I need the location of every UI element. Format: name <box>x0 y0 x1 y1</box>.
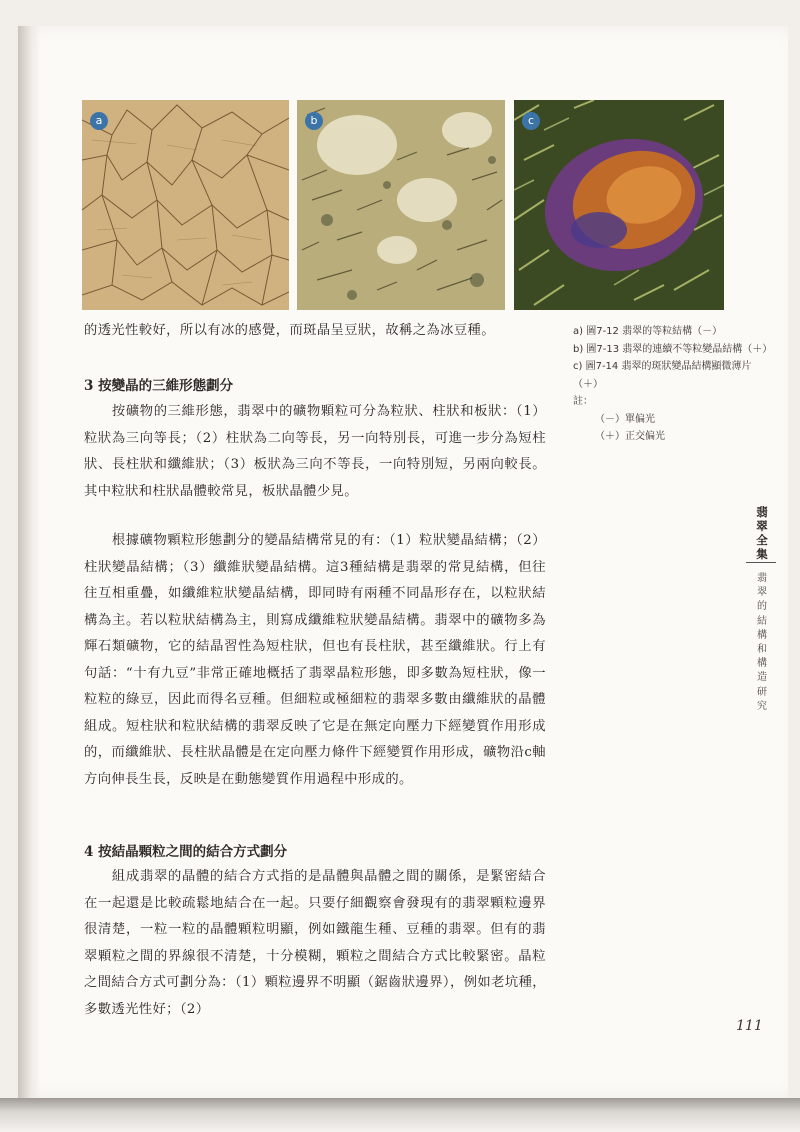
figure-c-photo <box>514 100 724 310</box>
figure-captions <box>573 323 773 446</box>
figure-a-photo <box>82 100 289 310</box>
section-4-heading: 4 按結晶顆粒之間的結合方式劃分 <box>84 844 288 860</box>
running-head-chapter-title: 翡翠的結構和構造研究 <box>757 573 767 712</box>
running-head-rule <box>746 562 776 563</box>
page-number: 111 <box>736 1018 763 1034</box>
micrograph-a-image <box>82 100 289 310</box>
running-head-book-title: 翡翠全集 <box>756 505 768 561</box>
section-4-paragraph-1: 組成翡翠的晶體的結合方式指的是晶體與晶體之間的關係，是緊密結合在一起還是比較疏鬆地結合在一起。只要仔細觀察會發現有的翡翠顆粒邊界很清楚，一粒一粒的晶體顆粒明顯，例如鐵龍生種、豆種的翡翠。但有的翡翠顆粒之間的界線很不清楚，十分模糊，顆粒之間結合方式比較緊密。晶粒之間結合方式可劃分為：（1）顆粒邊界不明顯（鋸齒狀邊界），例如老坑種，多數透光性好；（2） <box>84 869 546 1017</box>
caption-note-cross-polarized: （＋）正交偏光 <box>595 431 665 442</box>
section-3-heading: 3 按變晶的三維形態劃分 <box>84 378 234 394</box>
section-3-paragraph-1: 按礦物的三維形態，翡翠中的礦物顆粒可分為粒狀、柱狀和板狀：（1）粒狀為三向等長；（2）柱狀為二向等長，另一向特別長，可進一步分為短柱狀、長柱狀和纖維狀；（3）板狀為三向不等長，一向特別短，另兩向較長。其中粒狀和柱狀晶體較常見，板狀晶體少見。 <box>84 404 546 499</box>
lead-paragraph-line: 的透光性較好，所以有冰的感覺，而斑晶呈豆狀，故稱之為冰豆種。 <box>84 323 495 338</box>
book-spine-shadow <box>18 26 40 1098</box>
figure-c-badge: c <box>522 112 540 130</box>
micrograph-c-image <box>514 100 724 310</box>
micrograph-b-image <box>297 100 505 310</box>
caption-note-label: 註： <box>573 396 593 407</box>
caption-figure-c: c) 圖7-14 翡翠的斑狀變晶結構顯微薄片（＋） <box>573 361 752 390</box>
figure-b-badge: b <box>305 112 323 130</box>
caption-note-single-polarized: （－）單偏光 <box>595 413 655 425</box>
figure-b-photo <box>297 100 505 310</box>
page-bottom-edge <box>0 1098 800 1132</box>
caption-figure-b: b) 圖7-13 翡翠的連續不等粒變晶結構（＋） <box>573 343 773 355</box>
section-3-paragraph-2: 根據礦物顆粒形態劃分的變晶結構常見的有：（1）粒狀變晶結構；（2）柱狀變晶結構；（3）纖維狀變晶結構。這3種結構是翡翠的常見結構，但往往互相重疊，如纖維粒狀變晶結構，即同時有兩種不同晶形存在，以粒狀結構為主。若以粒狀結構為主，則寫成纖維粒狀變晶結構。翡翠中的礦物多為輝石類礦物，它的結晶習性為短柱狀，但也有長柱狀，甚至纖維狀。行上有句話：“十有九豆”非常正確地概括了翡翠晶粒形態，即多數為短柱狀，像一粒粒的綠豆，因此而得名豆種。但細粒或極細粒的翡翠多數由纖維狀的晶體組成。短柱狀和粒狀結構的翡翠反映了它是在無定向壓力下經變質作用形成的，而纖維狀、長柱狀晶體是在定向壓力條件下經變質作用形成，礦物沿c軸方向伸長生長，反映是在動態變質作用過程中形成的。 <box>84 533 546 787</box>
caption-figure-a: a) 圖7-12 翡翠的等粒結構（－） <box>573 326 723 337</box>
figure-a-badge: a <box>90 112 108 130</box>
